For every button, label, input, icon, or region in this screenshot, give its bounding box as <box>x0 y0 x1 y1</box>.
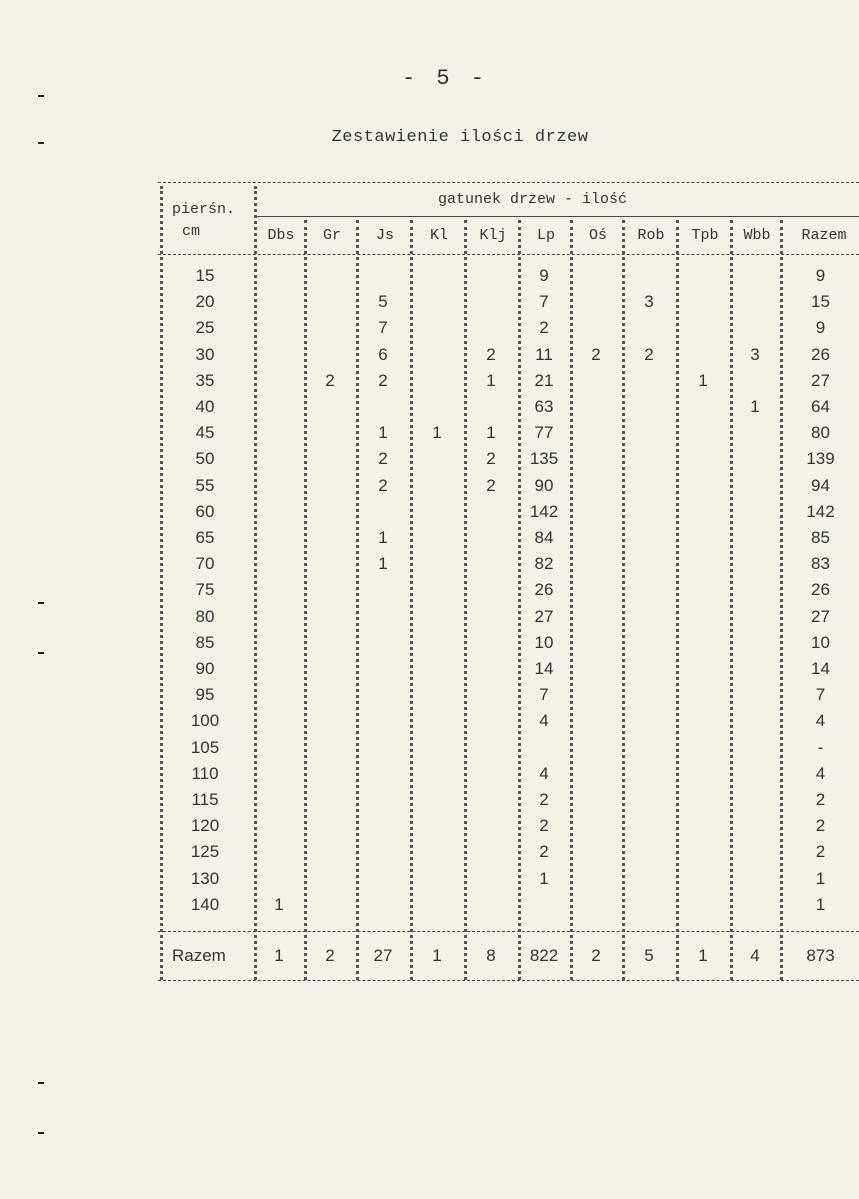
table-cell: 7 <box>815 685 826 705</box>
table-cell: 80 <box>811 423 830 443</box>
table-cell: 2 <box>378 475 388 495</box>
table-cell: 82 <box>534 554 554 574</box>
group-header: gatunek drzew - ilość <box>438 191 628 208</box>
column-header: Tpb <box>691 227 719 244</box>
row-header-diameter: pierśn. <box>172 201 236 218</box>
total-cell: 822 <box>529 946 559 965</box>
table-cell: 1 <box>750 397 760 416</box>
col-separator <box>730 220 733 980</box>
table-cell: 21 <box>534 370 554 390</box>
header-rule <box>158 254 859 255</box>
row-diameter: 40 <box>195 397 215 416</box>
table-cell: 139 <box>806 449 835 469</box>
table-cell: 2 <box>325 370 335 390</box>
table-cell: 1 <box>698 370 708 390</box>
col-separator <box>518 220 521 980</box>
table-cell: 1 <box>378 554 388 574</box>
row-diameter: 75 <box>195 580 215 600</box>
page-number: - 5 - <box>401 66 488 91</box>
row-diameter: 105 <box>190 737 220 757</box>
table-cell: - <box>817 737 824 757</box>
total-cell: 4 <box>750 946 760 965</box>
table-cell: 7 <box>378 318 388 338</box>
row-diameter: 110 <box>191 763 219 783</box>
margin-mark <box>38 602 44 604</box>
column-header: Oś <box>588 227 607 244</box>
row-diameter: 55 <box>195 475 215 495</box>
table-cell: 85 <box>811 528 830 547</box>
table-cell: 84 <box>534 528 554 547</box>
total-cell: 5 <box>644 946 654 965</box>
row-diameter: 70 <box>195 554 215 574</box>
margin-mark <box>38 142 44 144</box>
table-cell: 142 <box>806 501 835 521</box>
total-cell: 1 <box>432 946 442 965</box>
col-separator <box>356 220 359 980</box>
row-diameter: 115 <box>191 790 219 809</box>
table-cell: 2 <box>539 842 549 862</box>
table-cell: 26 <box>811 344 830 364</box>
table-cell: 4 <box>815 763 826 783</box>
table-cell: 1 <box>815 868 826 888</box>
table-cell: 26 <box>534 580 554 600</box>
table-cell: 2 <box>486 449 496 469</box>
table-cell: 2 <box>815 842 826 862</box>
total-label: Razem <box>172 946 226 965</box>
row-diameter: 30 <box>195 344 215 364</box>
table-cell: 2 <box>486 475 496 495</box>
table-cell: 7 <box>539 292 549 312</box>
column-header: Dbs <box>267 227 295 244</box>
table-cell: 83 <box>811 554 830 574</box>
table-cell: 135 <box>529 449 559 469</box>
total-cell: 1 <box>698 946 708 965</box>
row-diameter: 35 <box>195 370 215 390</box>
table-cell: 1 <box>432 423 442 443</box>
margin-mark <box>38 1082 44 1084</box>
table-cell: 2 <box>378 449 388 469</box>
column-header: Wbb <box>743 227 771 244</box>
table-cell: 142 <box>529 501 559 521</box>
table-cell: 10 <box>811 632 830 652</box>
table-cell: 63 <box>534 397 554 416</box>
table-cell: 15 <box>811 292 830 312</box>
total-cell: 1 <box>274 946 284 965</box>
row-diameter: 60 <box>195 501 215 521</box>
column-header: Razem <box>801 227 847 244</box>
top-rule <box>158 182 859 183</box>
table-cell: 2 <box>539 816 549 836</box>
column-header: Kl <box>429 227 448 244</box>
col-separator <box>160 186 163 980</box>
table-cell: 1 <box>274 894 284 914</box>
table-cell: 2 <box>815 790 826 809</box>
row-diameter: 90 <box>195 659 215 678</box>
table-cell: 5 <box>378 292 388 312</box>
table-cell: 4 <box>815 711 826 731</box>
table-cell: 90 <box>534 475 554 495</box>
row-diameter: 45 <box>195 423 215 443</box>
total-cell: 2 <box>591 946 601 965</box>
row-diameter: 20 <box>195 292 215 312</box>
total-cell: 2 <box>325 946 335 965</box>
col-separator <box>570 220 573 980</box>
table-cell: 27 <box>811 606 830 626</box>
document-title: Zestawienie ilości drzew <box>331 128 589 147</box>
table-cell: 2 <box>539 790 549 809</box>
table-cell: 3 <box>750 344 760 364</box>
row-diameter: 80 <box>195 606 215 626</box>
margin-mark <box>38 1132 44 1134</box>
table-cell: 1 <box>539 868 549 888</box>
row-diameter: 65 <box>195 528 215 547</box>
row-diameter: 50 <box>195 449 215 469</box>
row-header-unit: cm <box>182 223 201 240</box>
table-cell: 64 <box>811 397 830 416</box>
table-cell: 14 <box>811 659 830 678</box>
row-diameter: 125 <box>190 842 220 862</box>
bottom-rule <box>158 980 859 981</box>
col-separator <box>676 220 679 980</box>
table-cell: 4 <box>539 711 549 731</box>
table-cell: 14 <box>534 659 554 678</box>
row-diameter: 140 <box>190 894 220 914</box>
table-cell: 1 <box>486 423 496 443</box>
table-cell: 2 <box>486 344 496 364</box>
column-header: Js <box>375 227 394 244</box>
column-header: Rob <box>637 227 665 244</box>
column-header: Lp <box>536 227 555 244</box>
row-diameter: 25 <box>195 318 215 338</box>
row-diameter: 120 <box>190 816 220 836</box>
table-cell: 11 <box>535 344 553 364</box>
col-separator <box>780 220 783 980</box>
table-cell: 2 <box>644 344 654 364</box>
table-cell: 3 <box>644 292 654 312</box>
col-separator <box>254 186 257 980</box>
table-cell: 2 <box>539 318 549 338</box>
table-cell: 1 <box>378 528 388 547</box>
table-cell: 1 <box>486 370 496 390</box>
col-separator <box>622 220 625 980</box>
tree-count-table <box>158 180 859 990</box>
column-header: Klj <box>479 227 507 244</box>
total-cell: 8 <box>486 946 496 965</box>
table-cell: 9 <box>539 266 549 285</box>
table-cell: 2 <box>815 816 826 836</box>
table-cell: 2 <box>378 370 388 390</box>
table-cell: 27 <box>811 370 830 390</box>
row-diameter: 130 <box>190 868 220 888</box>
table-cell: 6 <box>378 344 388 364</box>
total-cell: 873 <box>806 946 835 965</box>
margin-mark <box>38 652 44 654</box>
column-header: Gr <box>322 227 341 244</box>
col-separator <box>304 220 307 980</box>
table-cell: 10 <box>534 632 554 652</box>
col-separator <box>464 220 467 980</box>
table-cell: 1 <box>378 423 388 443</box>
table-cell: 7 <box>539 685 549 705</box>
row-diameter: 100 <box>190 711 220 731</box>
table-cell: 4 <box>539 763 549 783</box>
table-cell: 26 <box>811 580 830 600</box>
table-cell: 94 <box>811 475 830 495</box>
row-diameter: 95 <box>195 685 215 705</box>
total-cell: 27 <box>373 946 393 965</box>
table-cell: 2 <box>591 344 601 364</box>
table-cell: 9 <box>815 266 826 285</box>
row-diameter: 15 <box>195 266 215 285</box>
row-diameter: 85 <box>195 632 215 652</box>
table-cell: 1 <box>815 894 826 914</box>
table-cell: 27 <box>534 606 554 626</box>
margin-mark <box>38 95 44 97</box>
table-cell: 77 <box>534 423 554 443</box>
col-separator <box>410 220 413 980</box>
group-underline <box>254 216 859 217</box>
total-rule <box>158 931 859 932</box>
table-cell: 9 <box>815 318 826 338</box>
